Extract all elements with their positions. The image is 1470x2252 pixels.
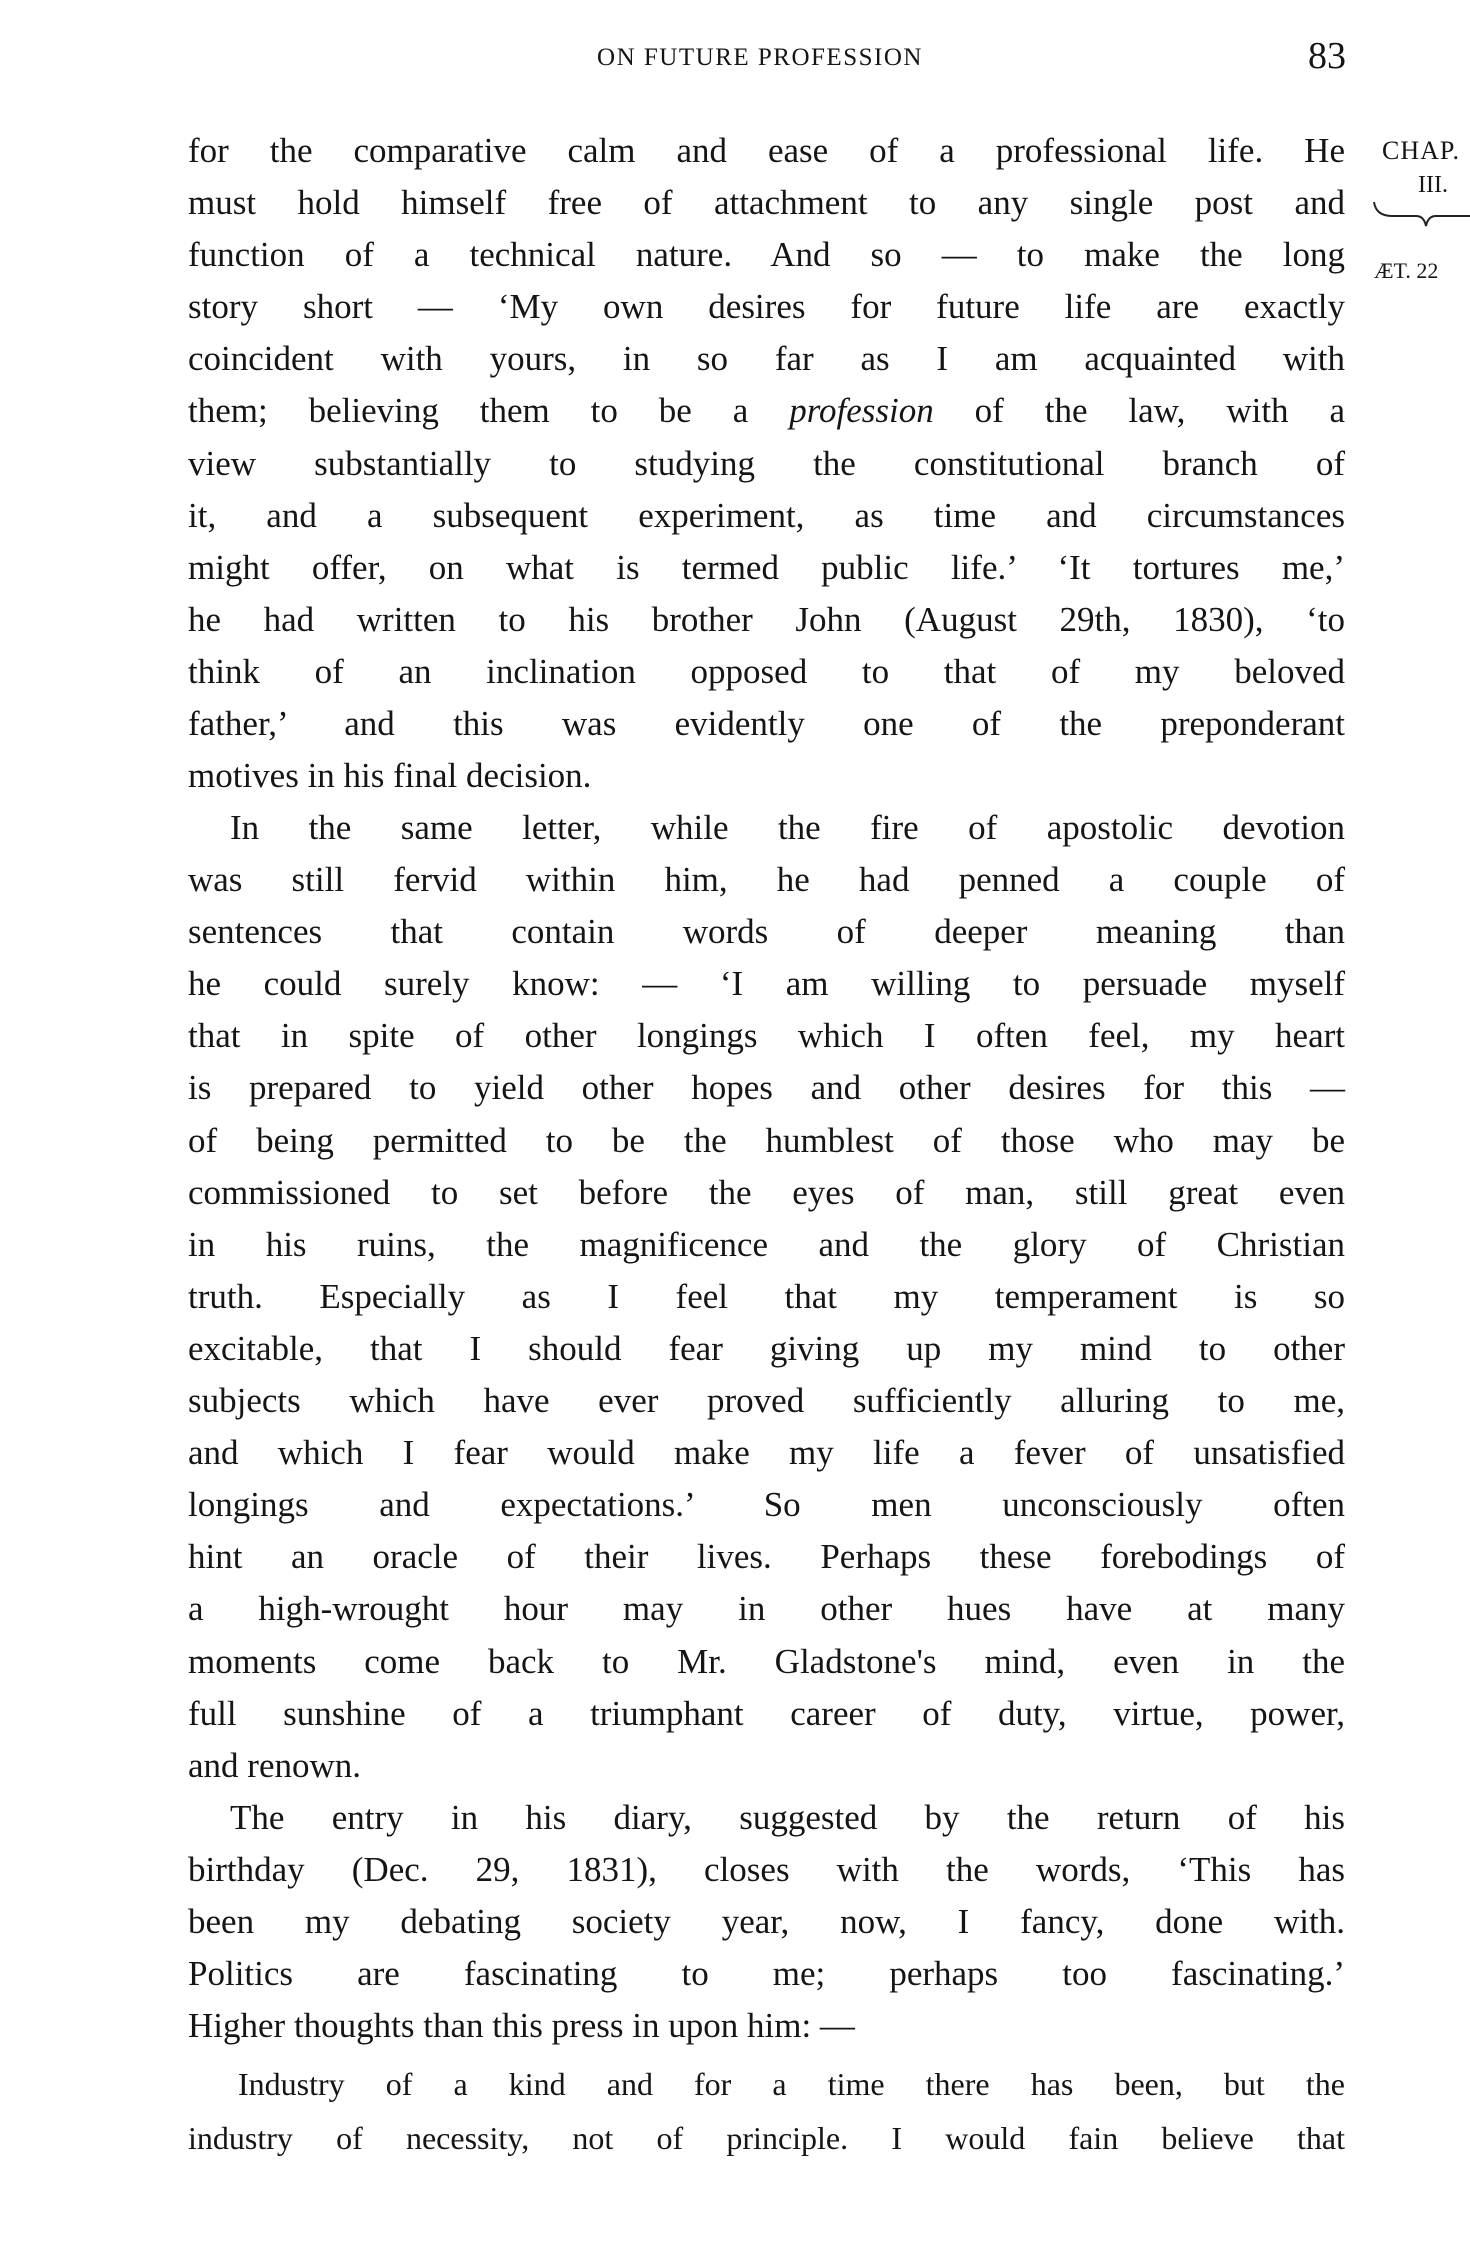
text-line: must hold himself free of attachment to any single post and: [188, 183, 1345, 223]
text-line: in his ruins, the magnificence and the glory of Christian: [188, 1224, 1345, 1264]
italic-text: profession: [789, 391, 934, 431]
text-line: In the same letter, while the fire of apostolic devotion: [230, 808, 1345, 847]
block-quote: [188, 2057, 1345, 2165]
text-line: he had written to his brother John (August 29th, 1830), ‘to: [188, 599, 1345, 639]
text-line: truth. Especially as I feel that my temperament is so: [188, 1276, 1345, 1316]
paragraph-1: [188, 125, 1345, 802]
page-number: 83: [1308, 35, 1346, 77]
paragraph-2: [188, 802, 1345, 1792]
margin-chapter-label: CHAP.: [1382, 136, 1460, 165]
text-line: commissioned to set before the eyes of man, still great even: [188, 1172, 1345, 1212]
paragraph-3: [188, 1792, 1345, 2052]
text-line: of being permitted to be the humblest of those who may be: [188, 1120, 1345, 1160]
running-title: ON FUTURE PROFESSION: [597, 44, 923, 71]
text-line: think of an inclination opposed to that of my beloved: [188, 651, 1345, 691]
text-line: function of a technical nature. And so — to make the long: [188, 235, 1345, 275]
text-line: that in spite of other longings which I often feel, my heart: [188, 1016, 1345, 1056]
text-line: father,’ and this was evidently one of the preponderant: [188, 704, 1345, 744]
text-line: is prepared to yield other hopes and other desires for this —: [188, 1068, 1345, 1108]
text-line: sentences that contain words of deeper meaning than: [188, 912, 1345, 952]
text-line: birthday (Dec. 29, 1831), closes with the words, ‘This has: [188, 1850, 1345, 1890]
text-line: and renown.: [188, 1745, 362, 1785]
text-segment: of the law, with a: [933, 391, 1345, 431]
brace-mark: [1372, 200, 1470, 230]
text-line: [188, 385, 1345, 437]
text-line: The entry in his diary, suggested by the return of his: [230, 1798, 1345, 1837]
text-line: story short — ‘My own desires for future life are exactly: [188, 287, 1345, 327]
text-line: might offer, on what is termed public life.’ ‘It tortures me,’: [188, 547, 1345, 587]
text-line: full sunshine of a triumphant career of duty, virtue, power,: [188, 1693, 1345, 1733]
text-line: motives in his final decision.: [188, 756, 592, 796]
margin-age: ÆT. 22: [1374, 258, 1439, 283]
text-line: longings and expectations.’ So men unconsciously often: [188, 1485, 1345, 1525]
text-line: for the comparative calm and ease of a professional life. He: [188, 131, 1345, 170]
text-line: industry of necessity, not of principle. I would fain believe that: [188, 2120, 1345, 2156]
text-line: Higher thoughts than this press in upon him: —: [188, 2006, 855, 2046]
text-line: subjects which have ever proved sufficiently alluring to me,: [188, 1381, 1345, 1421]
text-line: hint an oracle of their lives. Perhaps these forebodings of: [188, 1537, 1345, 1577]
text-line: Industry of a kind and for a time there has been, but the: [238, 2066, 1345, 2102]
text-line: Politics are fascinating to me; perhaps too fascinating.’: [188, 1954, 1345, 1994]
text-line: excitable, that I should fear giving up my mind to other: [188, 1328, 1345, 1368]
text-line: moments come back to Mr. Gladstone's mind, even in the: [188, 1641, 1345, 1681]
margin-chapter-number: III.: [1418, 172, 1448, 198]
text-line: it, and a subsequent experiment, as time and circumstances: [188, 495, 1345, 535]
text-line: and which I fear would make my life a fever of unsatisfied: [188, 1433, 1345, 1473]
text-line: been my debating society year, now, I fancy, done with.: [188, 1902, 1345, 1942]
text-line: a high-wrought hour may in other hues have at many: [188, 1589, 1345, 1629]
text-line: view substantially to studying the constitutional branch of: [188, 443, 1345, 483]
text-line: was still fervid within him, he had penned a couple of: [188, 860, 1345, 900]
text-line: coincident with yours, in so far as I am acquainted with: [188, 339, 1345, 379]
text-line: he could surely know: — ‘I am willing to persuade myself: [188, 964, 1345, 1004]
text-segment: them; believing them to be a: [188, 391, 790, 431]
